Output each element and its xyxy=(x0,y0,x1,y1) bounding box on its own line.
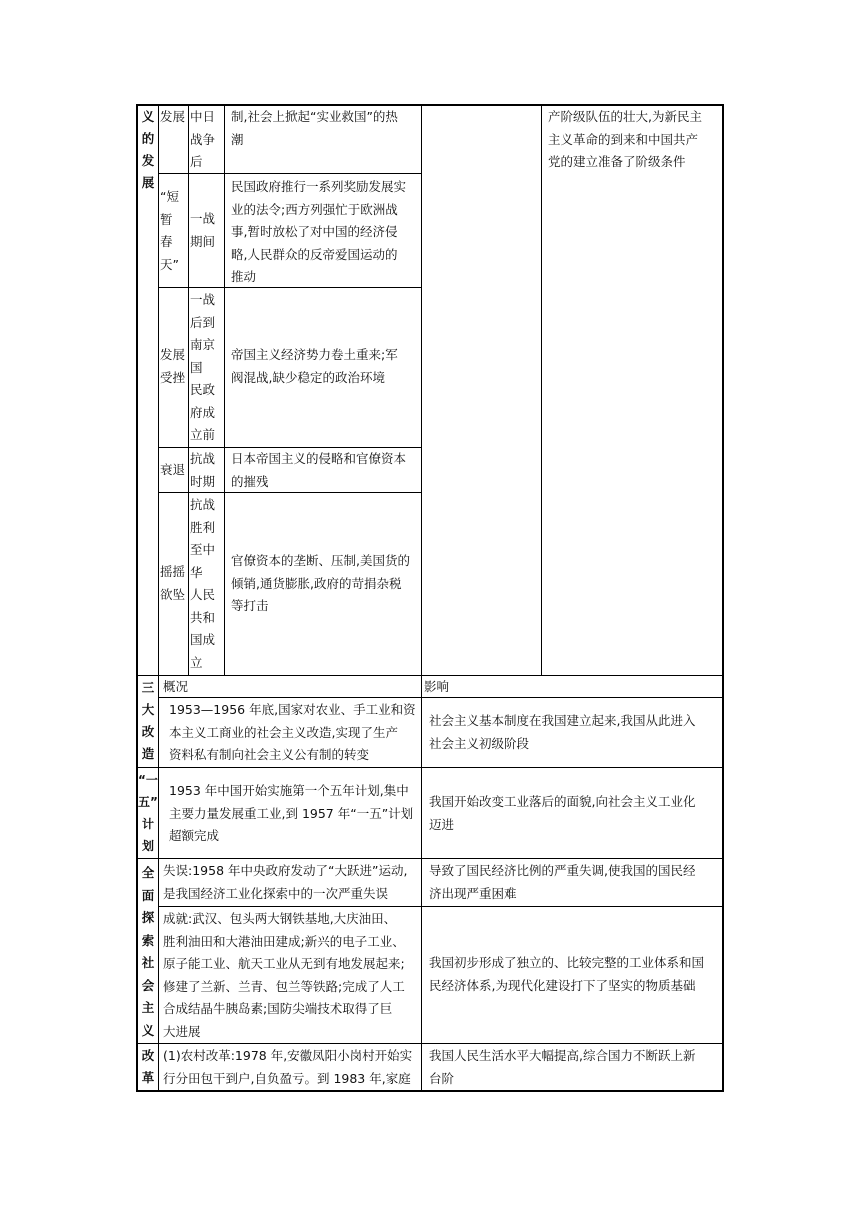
stage-reason: 官僚资本的垄断、压制,美国货的 倾销,通货膨胀,政府的苛捐杂税 等打击 xyxy=(231,553,410,613)
category-label: “一 五” 计 划 xyxy=(138,773,158,853)
stage-period: 中日 战争 后 xyxy=(190,109,216,169)
col1-divider xyxy=(158,104,159,1090)
col-stage-divider xyxy=(188,104,189,675)
overview-text: 失误:1958 年中央政府发动了“大跃进”运动, 是我国经济工业化探索中的一次严重失误 xyxy=(163,863,408,901)
stage-period: 抗战 时期 xyxy=(190,451,216,489)
col-period-divider xyxy=(224,104,225,675)
row-divider xyxy=(136,767,724,768)
category-label: 改 革 xyxy=(141,1048,155,1085)
row-divider xyxy=(136,1043,724,1044)
table-border-right xyxy=(722,104,724,1092)
stage-name: 发展 xyxy=(160,109,186,124)
category-label: 义 的 发 展 xyxy=(141,109,155,190)
table-border-bottom xyxy=(136,1090,724,1092)
row-divider xyxy=(136,858,724,859)
overview-text: 1953 年中国开始实施第一个五年计划,集中 主要力量发展重工业,到 1957 年“一五”计划 超额完成 xyxy=(169,783,414,843)
impact-text: 导致了国民经济比例的严重失调,使我国的国民经 济出现严重困难 xyxy=(429,863,696,901)
overview-text: (1)农村改革:1978 年,安徽凤阳小岗村开始实 行分田包干到户,自负盈亏。到 1983 年,家庭 xyxy=(163,1048,413,1086)
category-label: 全 面 探 索 社 会 主 义 xyxy=(141,865,155,1038)
impact-text: 我国初步形成了独立的、比较完整的工业体系和国 民经济体系,为现代化建设打下了坚实的物质基础 xyxy=(429,955,705,993)
impact-text: 社会主义基本制度在我国建立起来,我国从此进入 社会主义初级阶段 xyxy=(429,713,696,751)
header-overview: 概况 xyxy=(163,679,189,694)
stage-reason: 民国政府推行一系列奖励发展实 业的法令;西方列强忙于欧洲战 事,暂时放松了对中国的经济侵 略,人民群众的反帝爱国运动的 推动 xyxy=(231,179,407,284)
stage-period: 一战 后到 南京 国 民政 府成 立前 xyxy=(190,292,216,442)
stage-name: 衰退 xyxy=(160,462,186,477)
col-impact-divider xyxy=(421,104,422,1090)
overview-text: 成就:武汉、包头两大钢铁基地,大庆油田、 胜利油田和大港油田建成;新兴的电子工业、 原子能工业、航天工业从无到有地发展起来; 修建了兰新、兰青、包兰等铁路;完成了人工 合成结晶牛胰岛素;国防尖端技术取得了巨 大进展 xyxy=(163,911,405,1039)
stage-reason: 日本帝国主义的侵略和官僚资本 的摧残 xyxy=(231,451,407,489)
impact-text: 我国人民生活水平大幅提高,综合国力不断跃上新 台阶 xyxy=(429,1048,696,1086)
category-label: 三 大 改 造 xyxy=(141,680,155,761)
col-right-divider xyxy=(541,104,542,675)
stage-reason: 帝国主义经济势力卷土重来;军 阀混战,缺少稳定的政治环境 xyxy=(231,347,398,385)
stage-name: 摇摇 欲坠 xyxy=(160,564,186,602)
stage-period: 一战 期间 xyxy=(190,211,216,249)
stage-reason: 制,社会上掀起“实业救国”的热 潮 xyxy=(231,109,398,147)
overview-text: 1953—1956 年底,国家对农业、手工业和资 本主义工商业的社会主义改造,实现了生产 资料私有制向社会主义公有制的转变 xyxy=(169,702,416,762)
stage-name: “短 暂 春 天” xyxy=(160,189,179,272)
impact-text: 产阶级队伍的壮大,为新民主 主义革命的到来和中国共产 党的建立准备了阶级条件 xyxy=(548,109,702,169)
header-impact: 影响 xyxy=(424,679,450,694)
stage-period: 抗战 胜利 至中 华 人民 共和 国成 立 xyxy=(190,497,216,670)
impact-text: 我国开始改变工业落后的面貌,向社会主义工业化 迈进 xyxy=(429,794,696,832)
row-divider xyxy=(158,906,722,907)
stage-name: 发展 受挫 xyxy=(160,347,186,385)
